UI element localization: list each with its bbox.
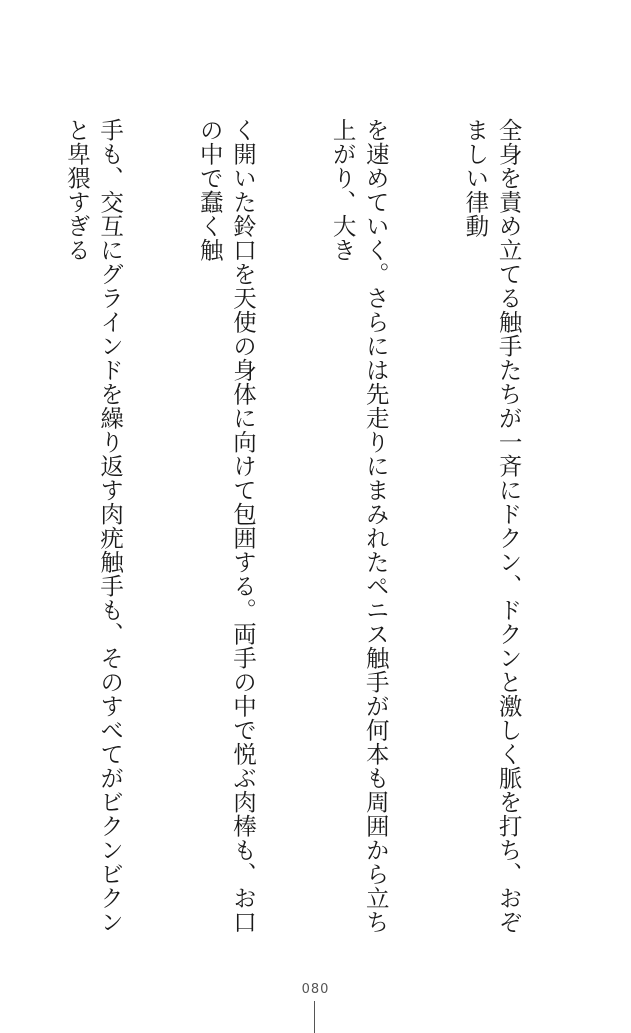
text-line: 全身を責め立てる触手たちが一斉にドクン、ドクンと激しく脈を打ち、おぞましい律動 — [461, 118, 523, 934]
page-number: 080 — [301, 982, 330, 997]
page-footer — [0, 982, 631, 997]
text-line: を速めていく。さらには先走りにまみれたペニス触手が何本も周囲から立ち上がり、大き — [328, 118, 390, 934]
page-number-rule — [314, 1001, 315, 1033]
text-line: 手も、交互にグラインドを繰り返す肉疣触手も、そのすべてがビクンビクンと卑猥すぎる — [62, 118, 125, 934]
text-line: く開いた鈴口を天使の身体に向けて包囲する。両手の中で悦ぶ肉棒も、お口の中で蠢く触 — [195, 118, 257, 934]
vertical-text-block — [0, 118, 591, 948]
